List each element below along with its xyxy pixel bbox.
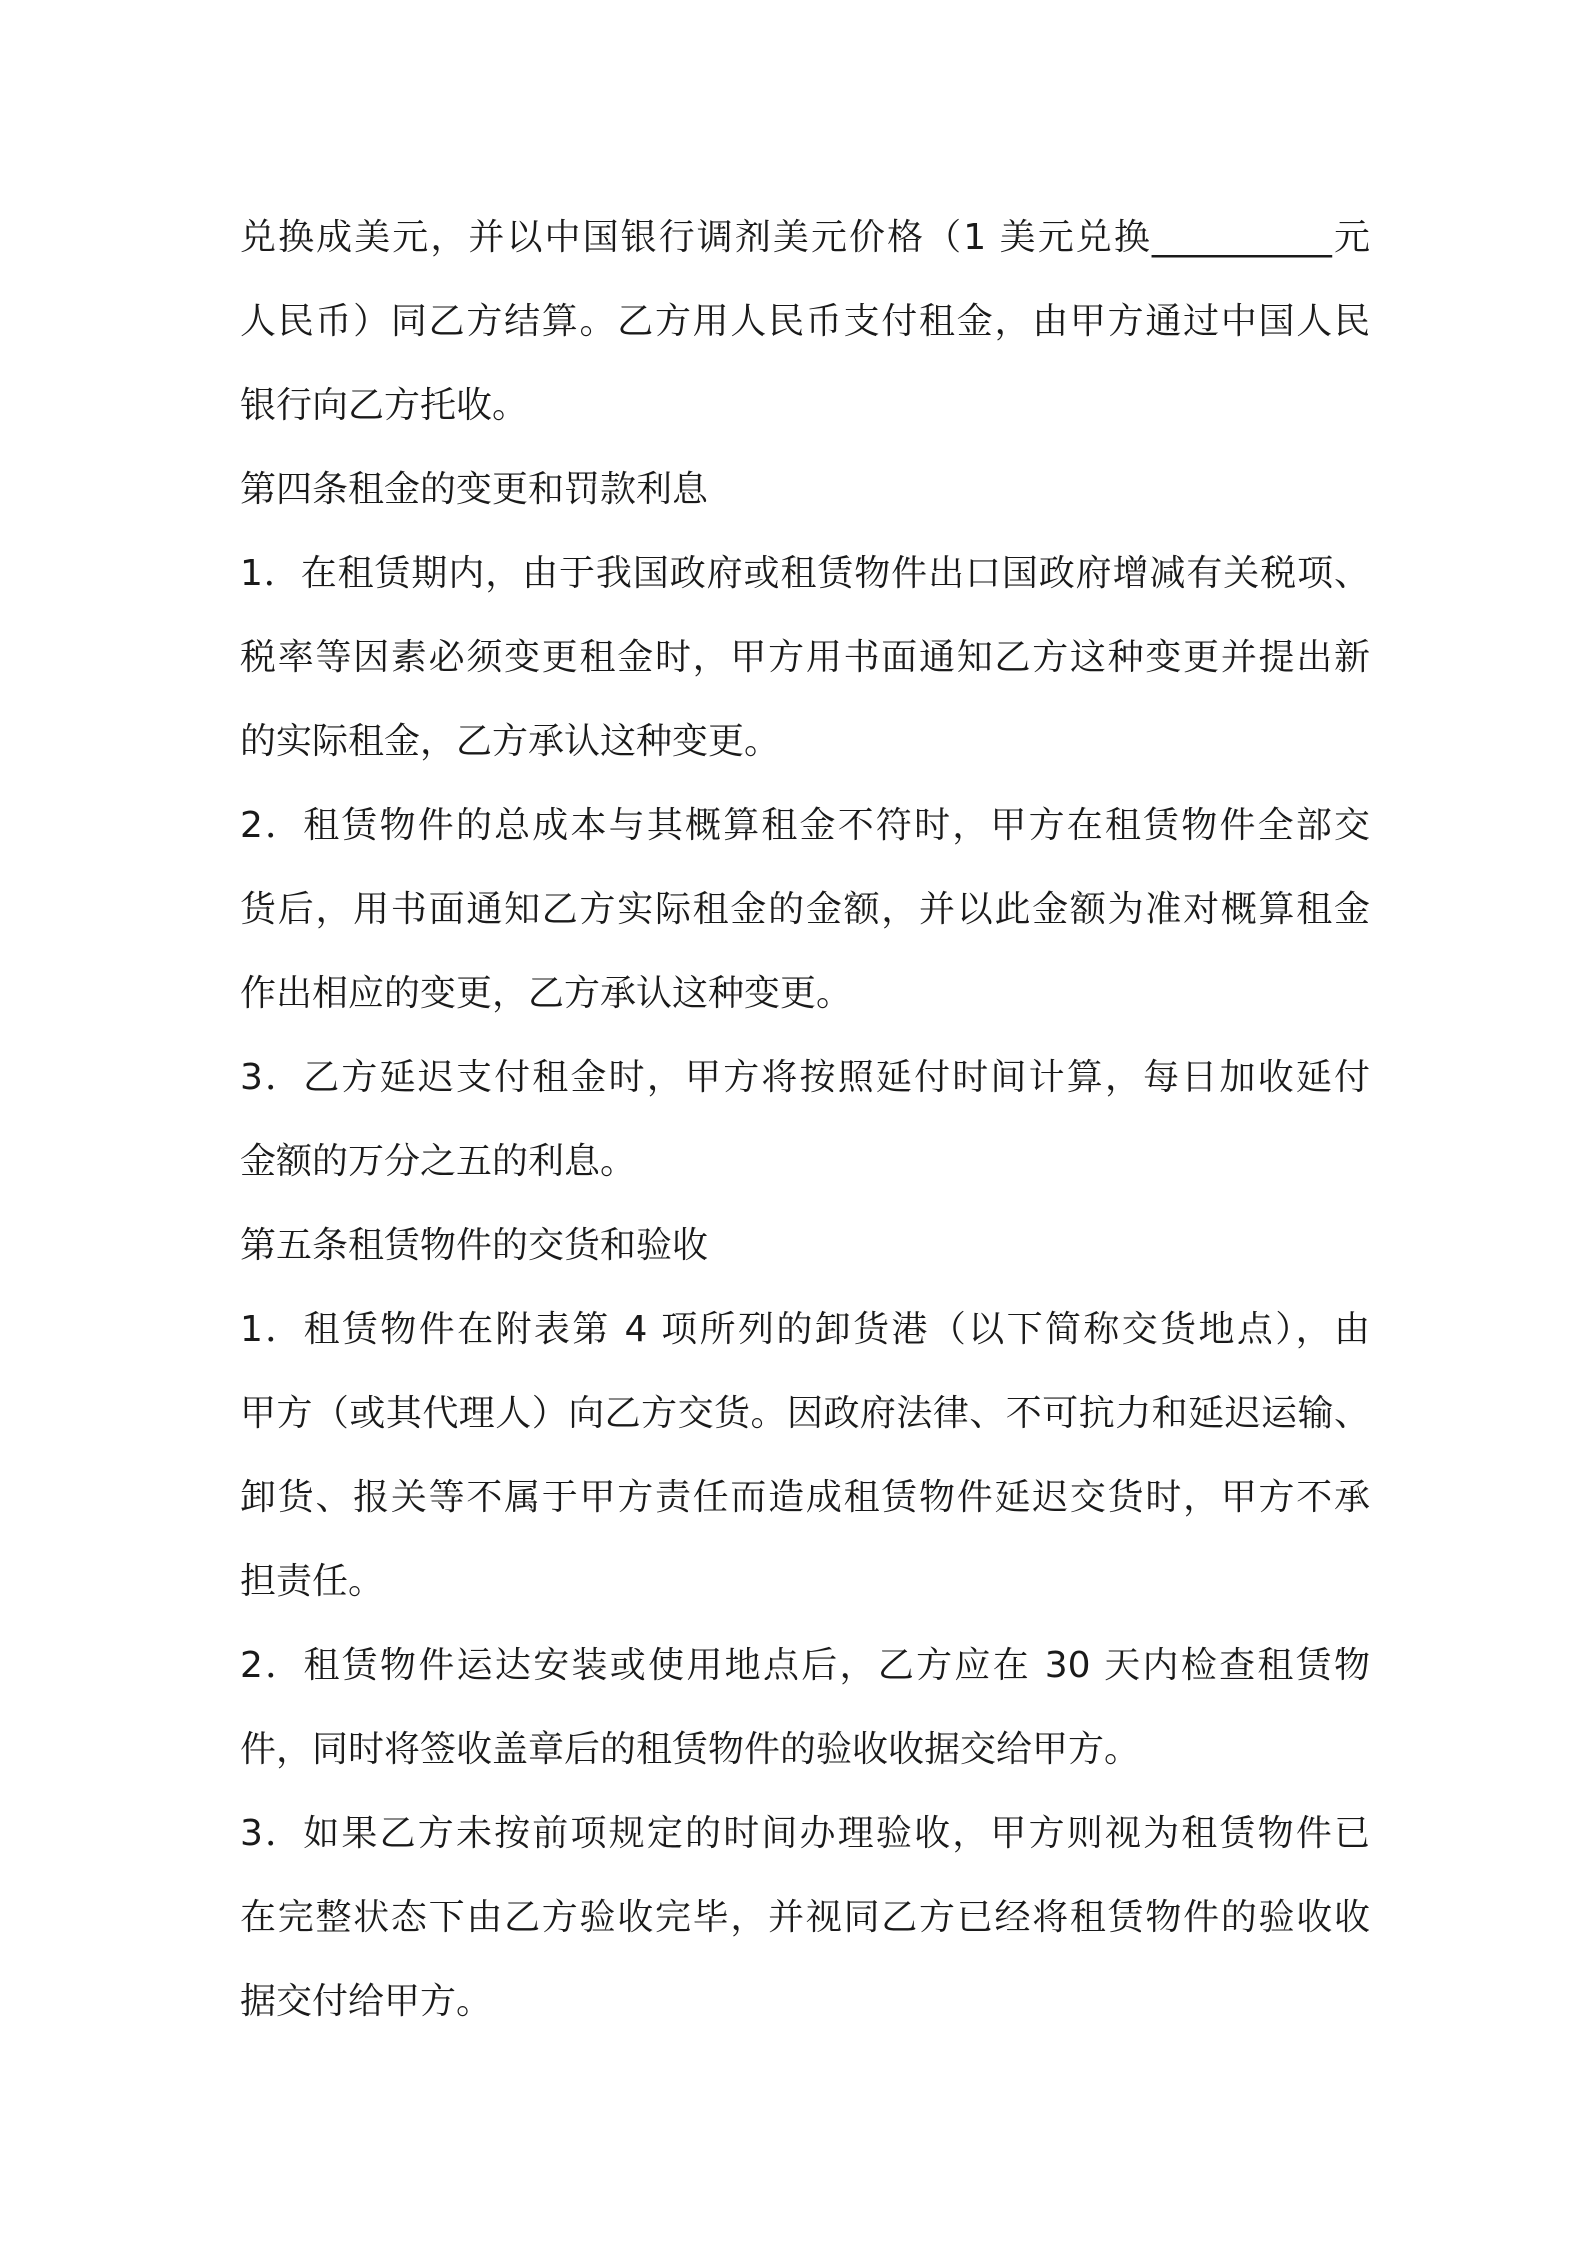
text-line: 卸货、报关等不属于甲方责任而造成租赁物件延迟交货时，甲方不承 <box>240 1477 1370 1518</box>
text-line: 2．租赁物件的总成本与其概算租金不符时，甲方在租赁物件全部交 <box>240 805 1370 846</box>
text-line: 的实际租金，乙方承认这种变更。 <box>240 721 781 762</box>
text-line: 人民币）同乙方结算。乙方用人民币支付租金，由甲方通过中国人民 <box>240 301 1370 342</box>
document-body <box>240 196 1370 2044</box>
text-line: 货后，用书面通知乙方实际租金的金额，并以此金额为准对概算租金 <box>240 889 1370 930</box>
text-line: 3．如果乙方未按前项规定的时间办理验收，甲方则视为租赁物件已 <box>240 1813 1370 1854</box>
section-heading: 第五条租赁物件的交货和验收 <box>240 1225 709 1266</box>
text-line: 银行向乙方托收。 <box>240 385 529 426</box>
text-line: 2．租赁物件运达安装或使用地点后，乙方应在 30 天内检查租赁物 <box>240 1645 1370 1686</box>
text-line: 1．在租赁期内，由于我国政府或租赁物件出口国政府增减有关税项、 <box>240 553 1370 594</box>
text-line: 甲方（或其代理人）向乙方交货。因政府法律、不可抗力和延迟运输、 <box>240 1393 1370 1434</box>
text-line: 3．乙方延迟支付租金时，甲方将按照延付时间计算，每日加收延付 <box>240 1057 1370 1098</box>
text-line: 税率等因素必须变更租金时，甲方用书面通知乙方这种变更并提出新 <box>240 637 1370 678</box>
text-line: 据交付给甲方。 <box>240 1981 493 2022</box>
text-line: 金额的万分之五的利息。 <box>240 1141 637 1182</box>
section-heading: 第四条租金的变更和罚款利息 <box>240 469 709 510</box>
text-line: 1．租赁物件在附表第 4 项所列的卸货港（以下简称交货地点），由 <box>240 1309 1370 1350</box>
text-line: 在完整状态下由乙方验收完毕，并视同乙方已经将租赁物件的验收收 <box>240 1897 1370 1938</box>
text-line: 作出相应的变更，乙方承认这种变更。 <box>240 973 853 1014</box>
text-line: 件，同时将签收盖章后的租赁物件的验收收据交给甲方。 <box>240 1729 1141 1770</box>
text-line: 兑换成美元，并以中国银行调剂美元价格（1 美元兑换__________元 <box>240 217 1370 258</box>
text-line: 担责任。 <box>240 1561 385 1602</box>
